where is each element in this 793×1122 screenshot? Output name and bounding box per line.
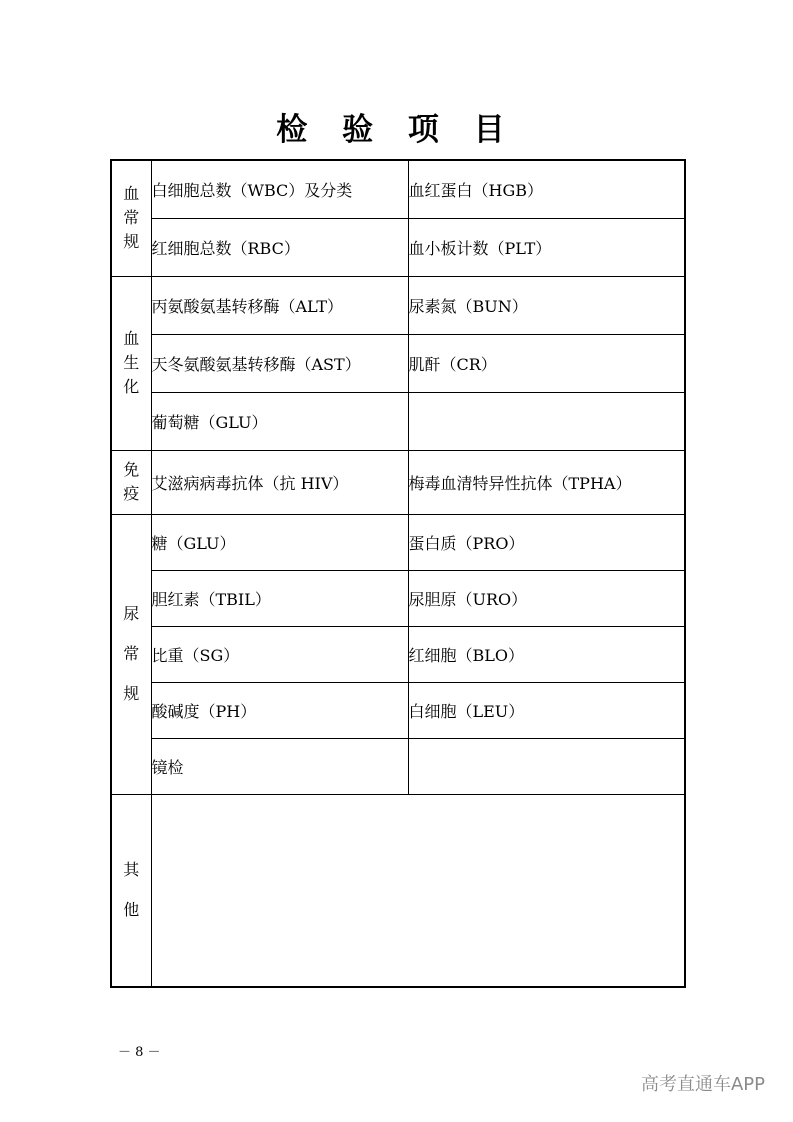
category-blood-routine: 血 常 规 [111, 160, 151, 276]
page-title: 检 验 项 目 [276, 112, 517, 148]
category-urine-routine: 尿 常 规 [111, 514, 151, 794]
item-cell: 肌酐（CR） [408, 334, 685, 392]
table-row [111, 392, 685, 450]
item-cell: 白细胞总数（WBC）及分类 [151, 160, 408, 218]
table-row [111, 450, 685, 514]
category-other: 其 他 [111, 794, 151, 987]
table-row [111, 276, 685, 334]
category-immunity: 免 疫 [111, 450, 151, 514]
table-row [111, 738, 685, 794]
category-blood-biochem: 血 生 化 [111, 276, 151, 450]
item-cell: 尿素氮（BUN） [408, 276, 685, 334]
item-cell: 天冬氨酸氨基转移酶（AST） [151, 334, 408, 392]
item-cell: 镜检 [151, 738, 408, 794]
item-cell: 酸碱度（PH） [151, 682, 408, 738]
item-cell: 糖（GLU） [151, 514, 408, 570]
item-cell [408, 392, 685, 450]
page-number: － 8 － [118, 1045, 161, 1060]
item-cell: 梅毒血清特异性抗体（TPHA） [408, 450, 685, 514]
table-row [111, 682, 685, 738]
table-row [111, 570, 685, 626]
item-cell [408, 738, 685, 794]
item-cell: 蛋白质（PRO） [408, 514, 685, 570]
item-cell: 尿胆原（URO） [408, 570, 685, 626]
item-cell: 红细胞（BLO） [408, 626, 685, 682]
item-cell: 红细胞总数（RBC） [151, 218, 408, 276]
item-cell: 血小板计数（PLT） [408, 218, 685, 276]
item-cell: 丙氨酸氨基转移酶（ALT） [151, 276, 408, 334]
table-row [111, 334, 685, 392]
watermark: 高考直通车APP [640, 1074, 765, 1095]
item-cell: 血红蛋白（HGB） [408, 160, 685, 218]
exam-items-table [110, 159, 686, 988]
item-cell: 艾滋病病毒抗体（抗 HIV） [151, 450, 408, 514]
item-cell: 胆红素（TBIL） [151, 570, 408, 626]
item-cell: 白细胞（LEU） [408, 682, 685, 738]
table-row [111, 218, 685, 276]
table-row [111, 794, 685, 987]
table-row [111, 160, 685, 218]
table-row [111, 626, 685, 682]
item-cell: 葡萄糖（GLU） [151, 392, 408, 450]
table-row [111, 514, 685, 570]
item-cell: 比重（SG） [151, 626, 408, 682]
other-notes-cell [151, 794, 685, 987]
